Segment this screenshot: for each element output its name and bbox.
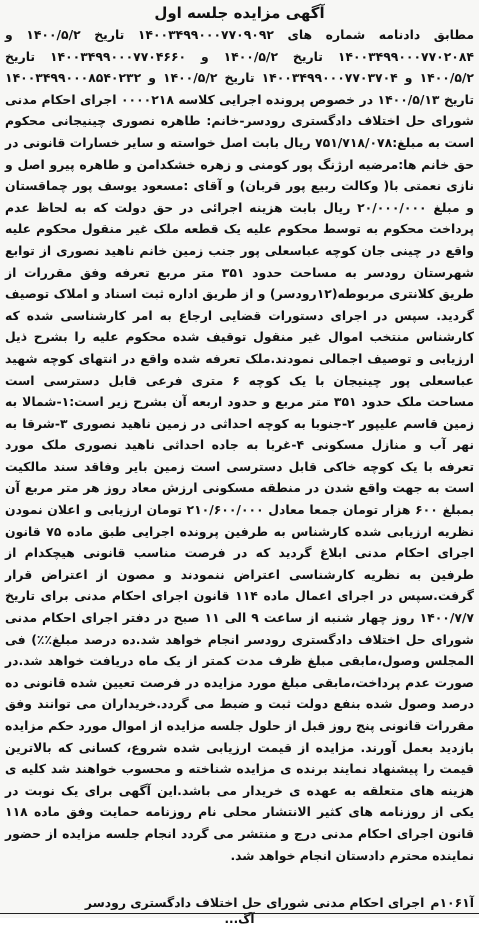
notice-issuer: اجرای احکام مدنی شورای حل اختلاف دادگستری رودسر (84, 895, 425, 910)
next-notice-fragment: آگ‌... (224, 912, 255, 926)
notice-code: آ۱۰۶۱م (430, 895, 474, 910)
notice-title: آگهی مزایده جلسه اول (154, 4, 325, 22)
notice-footer (5, 894, 474, 912)
notice-body: مطابق دادنامه شماره های ۱۴۰۰۳۴۹۹۰۰۰۷۷۰۹۰۹۲ تاریخ ۱۴۰۰/۵/۲ و ۱۴۰۰۳۴۹۹۰۰۰۷۷۰۲۰۸۴ تاریخ ۱۴۰۰/۵/۲ و ۱۴۰۰۳۴۹۹۰۰۰۷۷۰۴۶۶۰ تاریخ ۱۴۰۰/۵/۲ و ۱۴۰۰۳۴۹۹۰۰۰۷۷۰۳۷۰۴ تاریخ ۱۴۰۰/۵/۲ و ۱۴۰۰۳۴۹۹۰۰۰۸۵۴۰۲۳۲ تاریخ ۱۴۰۰/۵/۱۳ در خصوص پرونده اجرایی کلاسه ۰۰۰۰۲۱۸ اجرای احکام مدنی شورای حل اختلاف دادگستری رودسر-خانم: طاهره نصوری چینیجانی محکوم است به مبلغ:۷۵۱/۷۱۸/۰۷۸ ریال بابت اصل خواسته و سایر خسارات قانونی در حق خانم ها:مرضیه ارژنگ پور کومنی و زهره خشکدامن و طاهره پیرو اصل و نازی نعمتی با( وکالت ربیع پور قربان) و آقای :مسعود یوسف پور چماقستان و مبلغ ۲۰/۰۰۰/۰۰۰ ریال بابت هزینه اجرائی در حق دولت که به لحاظ عدم پرداخت محکوم به توسط محکوم علیه یک قطعه ملک غیر منقول محکوم علیه واقع در چینی جان کوچه عباسعلی پور جنب زمین خانم ناهید نصوری از توابع شهرستان رودسر به مساحت حدود ۳۵۱ متر مربع تعرفه وفق مقررات از طریق کلانتری مربوطه(۱۲رودسر) و از طریق اداره ثبت اسناد و املاک توصیف گردید. سپس در اجرای دستورات قضایی ارجاع به امر کارشناسی شده که کارشناس منتخب اموال غیر منقول توقیف شده محکوم علیه را بشرح ذیل ارزیابی و توصیف اجمالی نمودند.ملک تعرفه شده واقع در انتهای کوچه شهید عباسعلی پور چینیجان با یک کوچه ۶ متری فرعی قابل دسترسی است مساحت ملک حدود ۳۵۱ متر مربع و حدود اربعه آن بشرح زیر است:۱-شمالا به زمین قاسم علیپور ۲-جنوبا به کوچه احداثی در زمین ناهید نصوری ۳-شرقا به نهر آب و منازل مسکونی ۴-غربا به جاده احداثی ناهید نصوری ملک مورد تعرفه با یک کوچه خاکی قابل دسترسی است زمین بایر وفاقد سند مالکیت است به جهت واقع شدن در منطقه مسکونی ارزش معاد روز هر متر مربع آن بمبلغ ۶۰۰ هزار تومان جمعا معادل ۲۱۰/۶۰۰/۰۰۰ تومان ارزیابی و اعلان نمودن نظریه ارزیابی شده کارشناس به طرفین پرونده اجرایی طبق ماده ۷۵ قانون اجرای احکام مدنی ابلاغ گردید که در فرصت مناسب قانونی هیچکدام از طرفین به نظریه کارشناسی اعتراض ننمودند و مصون از اعتراض قرار گرفت.سپس در اجرای اعمال ماده ۱۱۴ قانون اجرای احکام مدنی برای تاریخ ۱۴۰۰/۷/۷ روز چهار شنبه از ساعت ۹ الی ۱۱ صبح در دفتر اجرای احکام مدنی شورای حل اختلاف دادگستری رودسر انجام خواهد شد.ده درصد مبلغ٪٪) فی المجلس وصول،مابقی مبلغ ظرف مدت کمتر از یک ماه دریافت خواهد شد.در صورت عدم پرداخت،مابقی مبلغ مورد مزایده در فرصت تعیین شده قانونی ده درصد وصول شده بنفع دولت ثبت و ضبط می گردد.خریداران می توانند وفق مقررات قانونی پنج روز قبل از حلول جلسه مزایده از اموال مورد حکم مزایده بازدید بعمل آورند. مزایده از قیمت ارزیابی شده شروع، کسانی که بالاترین قیمت را پیشنهاد نمایند برنده ی مزایده شناخته و محسوب خواهند شد کلیه ی هزینه های متعلقه به عهده ی خریدار می باشد.این آگهی برای یک نوبت در یکی از روزنامه های کثیر الانتشار محلی نام روزنامه حمایت وفق ماده ۱۱۸ قانون اجرای احکام مدنی درج و منتشر می گردد انجام جلسه مزایده از حضور نماینده محترم دادستان انجام خواهد شد. (5, 27, 475, 863)
